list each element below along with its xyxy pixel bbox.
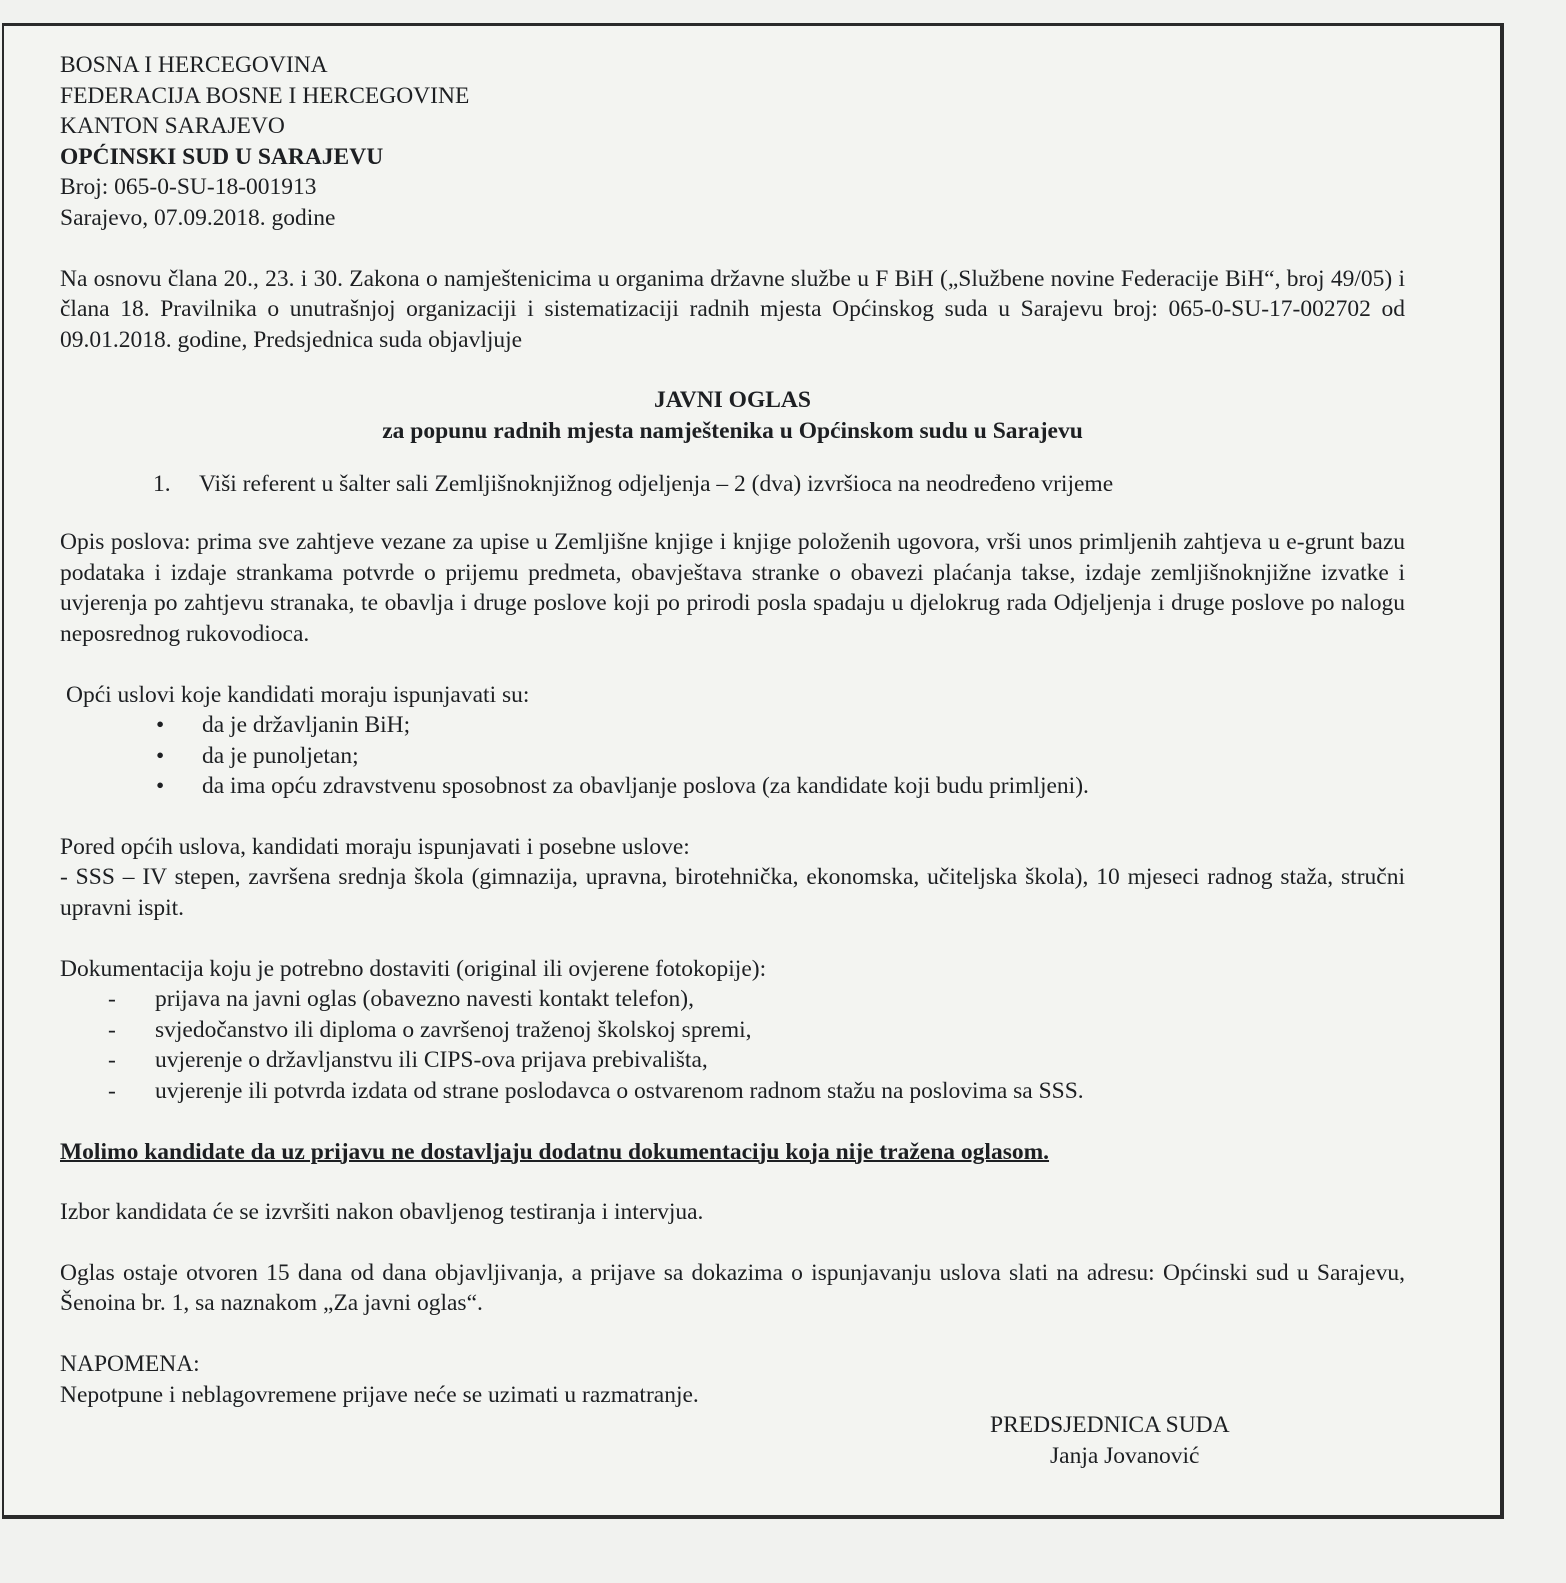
spacer xyxy=(60,1319,1405,1349)
dash-marker: - xyxy=(108,986,116,1013)
document-date: Sarajevo, 07.09.2018. godine xyxy=(60,204,336,231)
document-number: Broj: 065-0-SU-18-001913 xyxy=(60,174,317,201)
special-conditions-heading: Pored općih uslova, kandidati moraju ispunjavati i posebne uslove: xyxy=(60,833,690,860)
notice-subtitle: za popunu radnih mjesta namještenika u Općinskom sudu u Sarajevu xyxy=(382,417,1083,444)
documentation-heading: Dokumentacija koju je potrebno dostaviti (original ili ovjerene fotokopije): xyxy=(60,955,767,982)
intro-paragraph: Na osnovu člana 20., 23. i 30. Zakona o namještenicima u organima državne službe u F BiH („Službene novine Federacije BiH“, broj 49/05) i člana 18. Pravilnika o unutrašnjoj organizaciji i sistematizaciji radnih mjesta Općinskog suda u Sarajevu broj: 065-0-SU-17-002702 od 09.01.2018. godine, Predsjednica suda objavljuje xyxy=(60,265,1405,353)
bullet-icon: • xyxy=(156,773,165,800)
bullet-icon: • xyxy=(156,712,165,739)
job-description: Opis poslova: prima sve zahtjeve vezane za upise u Zemljišne knjige i knjige položenih ugovora, vrši unos primljenih zahtjeva u e-grunt bazu podataka i izdaje strankama potvrde o prijemu predmeta, obavještava stranke o obavezi plaćanja takse, izdaje zemljišnoknjižne izvatke i uvjerenja po zahtjevu stranaka, te obavlja i druge poslove koji po prirodi posla spadaju u djelokrug rada Odjeljenja i druge poslove po nalogu neposrednog rukovodioca. xyxy=(60,529,1405,647)
header-line-canton: KANTON SARAJEVO xyxy=(60,113,285,140)
special-conditions-text: - SSS – IV stepen, završena srednja škola (gimnazija, upravna, birotehnička, ekonomska, učiteljska škola), 10 mjeseci radnog staža, stručni upravni ispit. xyxy=(60,864,1405,922)
list-item: • da je punoljetan; xyxy=(60,741,1405,772)
position-number: 1. xyxy=(153,470,171,497)
signature-name: Janja Jovanović xyxy=(1050,1443,1200,1470)
list-item: - uvjerenje o državljanstvu ili CIPS-ova prijava prebivališta, xyxy=(60,1045,1405,1076)
notice-title: JAVNI OGLAS xyxy=(654,387,811,414)
selection-paragraph: Izbor kandidata će se izvršiti nakon obavljenog testiranja i intervjua. xyxy=(60,1199,704,1226)
list-item: - svjedočanstvo ili diploma o završenoj traženoj školskoj spremi, xyxy=(60,1015,1405,1046)
general-conditions-heading: Opći uslovi koje kandidati moraju ispunjavati su: xyxy=(66,681,530,708)
spacer xyxy=(60,924,1405,954)
position-item xyxy=(60,469,1405,500)
general-conditions-list xyxy=(60,710,1405,802)
spacer xyxy=(60,1107,1405,1137)
spacer xyxy=(60,234,1405,264)
bullet-icon: • xyxy=(156,742,165,769)
dash-marker: - xyxy=(108,1016,116,1043)
signature-block xyxy=(60,1410,1405,1472)
notice-content xyxy=(60,50,1405,1472)
note-heading: NAPOMENA: xyxy=(60,1351,200,1377)
deadline-paragraph: Oglas ostaje otvoren 15 dana od dana objavljivanja, a prijave sa dokazima o ispunjavanju uslova slati na adresu: Općinski sud u Sarajevu, Šenoina br. 1, sa naznakom „Za javni oglas“. xyxy=(60,1259,1405,1317)
signature-title: PREDSJEDNICA SUDA xyxy=(990,1412,1230,1439)
court-name: OPĆINSKI SUD U SARAJEVU xyxy=(60,143,384,170)
spacer xyxy=(60,650,1405,680)
note-text: Nepotpune i neblagovremene prijave neće se uzimati u razmatranje. xyxy=(60,1381,699,1408)
spacer xyxy=(60,447,1405,469)
list-item: - uvjerenje ili potvrda izdata od strane poslodavca o ostvarenom radnom stažu na poslovima sa SSS. xyxy=(60,1076,1405,1107)
list-item: - prijava na javni oglas (obavezno navesti kontakt telefon), xyxy=(60,984,1405,1015)
header-line-federation: FEDERACIJA BOSNE I HERCEGOVINE xyxy=(60,82,470,109)
dash-marker: - xyxy=(108,1047,116,1074)
spacer xyxy=(60,355,1405,385)
position-text: Viši referent u šalter sali Zemljišnoknjižnog odjeljenja – 2 (dva) izvršioca na neodređeno vrijeme xyxy=(199,470,1114,497)
list-item: • da ima opću zdravstvenu sposobnost za obavljanje poslova (za kandidate koji budu primljeni). xyxy=(60,771,1405,802)
documentation-list xyxy=(60,984,1405,1106)
header-line-country: BOSNA I HERCEGOVINA xyxy=(60,52,328,78)
spacer xyxy=(60,1228,1405,1258)
dash-marker: - xyxy=(108,1078,116,1105)
spacer xyxy=(60,802,1405,832)
underlined-notice: Molimo kandidate da uz prijavu ne dostavljaju dodatnu dokumentaciju koja nije tražena oglasom. xyxy=(60,1138,1050,1165)
list-item: • da je državljanin BiH; xyxy=(60,710,1405,741)
job-notice-document xyxy=(2,23,1504,1519)
spacer xyxy=(60,1167,1405,1197)
spacer xyxy=(60,499,1405,527)
header-block xyxy=(60,50,1405,234)
